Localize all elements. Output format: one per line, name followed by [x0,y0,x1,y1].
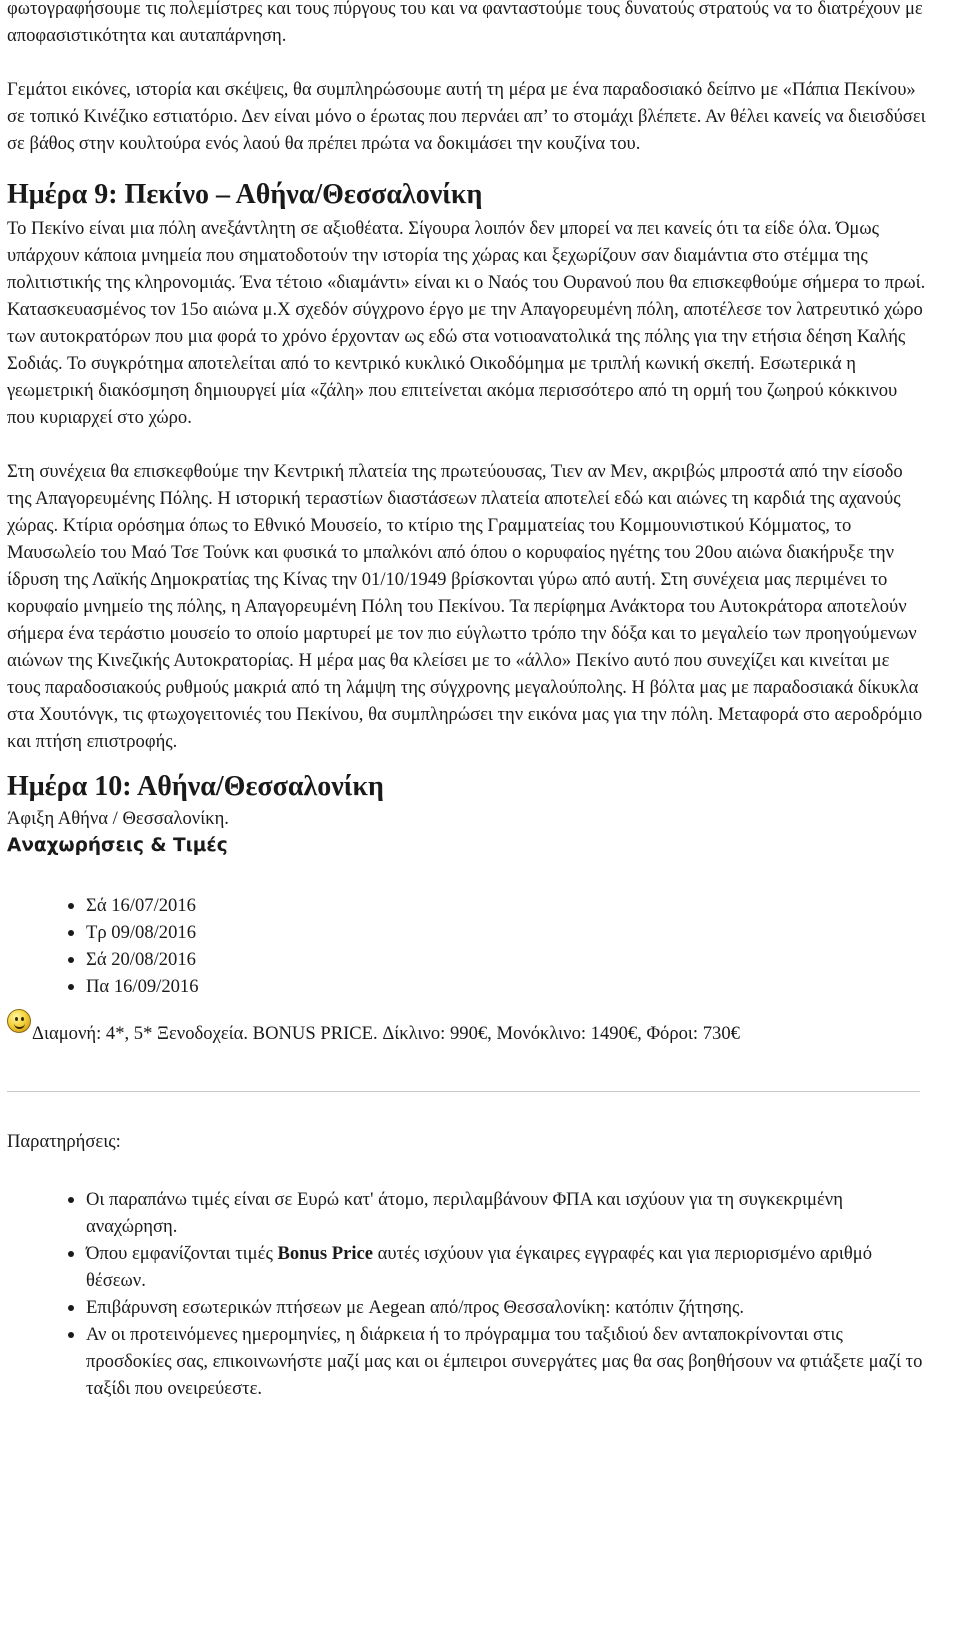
day10-paragraph: Άφιξη Αθήνα / Θεσσαλονίκη. [7,808,229,829]
note-text: αυτές ισχύουν για έγκαιρες εγγραφές και για περιορισμένο αριθμό θέσεων. [86,1243,873,1291]
notes-heading: Παρατηρήσεις: [7,1131,121,1152]
price-line-text: Διαμονή: 4*, 5* Ξενοδοχεία. BONUS PRICE. Δίκλινο: 990€, Μονόκλινο: 1490€, Φόροι: 730€ [32,1023,740,1044]
departure-date-item: Τρ 09/08/2016 [7,919,927,946]
note-item [7,1240,927,1294]
notes-list [7,1186,927,1402]
note-item: Επιβάρυνση εσωτερικών πτήσεων με Aegean από/προς Θεσσαλονίκη: κατόπιν ζήτησης. [7,1294,927,1321]
day10-heading: Ημέρα 10: Αθήνα/Θεσσαλονίκη [7,771,384,802]
departures-heading: Αναχωρήσεις & Τιμές [7,835,228,856]
document-page [7,0,927,1402]
paragraph-gap [7,49,927,76]
section-divider [7,1091,920,1092]
paragraph-gap [7,431,927,458]
day9-heading: Ημέρα 9: Πεκίνο – Αθήνα/Θεσσαλονίκη [7,179,483,210]
note-item: Αν οι προτεινόμενες ημερομηνίες, η διάρκεια ή το πρόγραμμα του ταξιδιού δεν ανταποκρίνονται στις προσδοκίες σας, επικοινωνήστε μαζί μας και οι έμπειροι συνεργάτες μας θα σας βοηθήσουν να φτιάξετε μαζί το ταξίδι που ονειρεύεστε. [7,1321,927,1402]
intro-paragraph-1: φωτογραφήσουμε τις πολεμίστρες και τους πύργους του και να φανταστούμε τους δυνατούς στρατούς να το διατρέχουν με αποφασιστικότητα και αυταπάρνηση. [7,0,923,46]
bonus-price-label: Bonus Price [277,1243,374,1264]
note-text: Όπου εμφανίζονται τιμές [86,1243,278,1264]
departure-date-item: Σά 16/07/2016 [7,892,927,919]
smiley-icon [7,1009,31,1033]
departure-date-item: Πα 16/09/2016 [7,973,927,1000]
day9-paragraph-1: Το Πεκίνο είναι μια πόλη ανεξάντλητη σε αξιοθέατα. Σίγουρα λοιπόν δεν μπορεί να πει κανείς ότι τα είδε όλα. Όμως υπάρχουν κάποια μνημεία που σηματοδοτούν την ιστορία της χώρας και ξεχωρίζουν σαν διαμάντια στο στέμμα της πολιτιστικής της κληρονομιάς. Ένα τέτοιο «διαμάντι» είναι κι ο Ναός του Ουρανού που θα επισκεφθούμε σήμερα το πρωί. Κατασκευασμένος τον 15ο αιώνα μ.Χ σχεδόν σύγχρονο έργο με την Απαγορευμένη πόλη, αποτέλεσε τον λατρευτικό χώρο των αυτοκρατόρων που μια φορά το χρόνο έρχονταν ως εδώ στα νοτιοανατολικά της πόλης για την ετήσια δέηση Καλής Σοδιάς. Το συγκρότημα αποτελείται από το κεντρικό κυκλικό Οικοδόμημα με τριπλή κωνική σκεπή. Εσωτερικά η γεωμετρική διακόσμηση δημιουργεί μία «ζάλη» που επιτείνεται ακόμα περισσότερο από τη ορμή του ζωηρού κόκκινου που κυριαρχεί στο χώρο. [7,218,926,428]
departure-dates-list [7,892,927,1000]
departure-date-item: Σά 20/08/2016 [7,946,927,973]
day9-paragraph-2: Στη συνέχεια θα επισκεφθούμε την Κεντρική πλατεία της πρωτεύουσας, Τιεν αν Μεν, ακριβώς μπροστά από την είσοδο της Απαγορευμένης Πόλης. Η ιστορική τεραστίων διαστάσεων πλατεία αποτελεί εδώ και αιώνες τη καρδιά της αχανούς χώρας. Κτίρια ορόσημα όπως το Εθνικό Μουσείο, το κτίριο της Γραμματείας του Κομμουνιστικού Κόμματος, το Μαυσωλείο του Μαό Τσε Τούνκ και φυσικά το μπαλκόνι από όπου ο κορυφαίος ηγέτης του 20ου αιώνα διακήρυξε την ίδρυση της Λαϊκής Δημοκρατίας της Κίνας την 01/10/1949 βρίσκονται γύρω από αυτή. Στη συνέχεια μας περιμένει το κορυφαίο μνημείο της πόλης, η Απαγορευμένη Πόλη του Πεκίνου. Τα περίφημα Ανάκτορα του Αυτοκράτορα αποτελούν σήμερα ένα τεράστιο μουσείο το οποίο μαρτυρεί με τον πιο εύγλωττο τρόπο την δόξα και το μεγαλείο των προηγούμενων αιώνων της Κινεζικής Αυτοκρατορίας. Η μέρα μας θα κλείσει με το «άλλο» Πεκίνο αυτό που συνεχίζει και κινείται με τους παραδοσιακούς ρυθμούς μακριά από τη λάμψη της σύγχρονης μεγαλούπολης. Η βόλτα μας με παραδοσιακά δίκυκλα στα Χουτόνγκ, τις φτωχογειτονιές του Πεκίνου, θα συμπληρώσει την εικόνα μας για την πόλη. Μεταφορά στο αεροδρόμιο και πτήση επιστροφής. [7,461,923,752]
price-line [7,1019,927,1047]
note-item: Οι παραπάνω τιμές είναι σε Ευρώ κατ' άτομο, περιλαμβάνουν ΦΠΑ και ισχύουν για τη συγκεκριμένη αναχώρηση. [7,1186,927,1240]
intro-paragraph-2: Γεμάτοι εικόνες, ιστορία και σκέψεις, θα συμπληρώσουμε αυτή τη μέρα με ένα παραδοσιακό δείπνο με «Πάπια Πεκίνου» σε τοπικό Κινέζικο εστιατόριο. Δεν είναι μόνο ο έρωτας που περνάει απ’ το στομάχι βλέπετε. Αν θέλει κανείς να διεισδύσει σε βάθος στην κουλτούρα ενός λαού θα πρέπει πρώτα να δοκιμάσει την κουζίνα του. [7,79,926,154]
